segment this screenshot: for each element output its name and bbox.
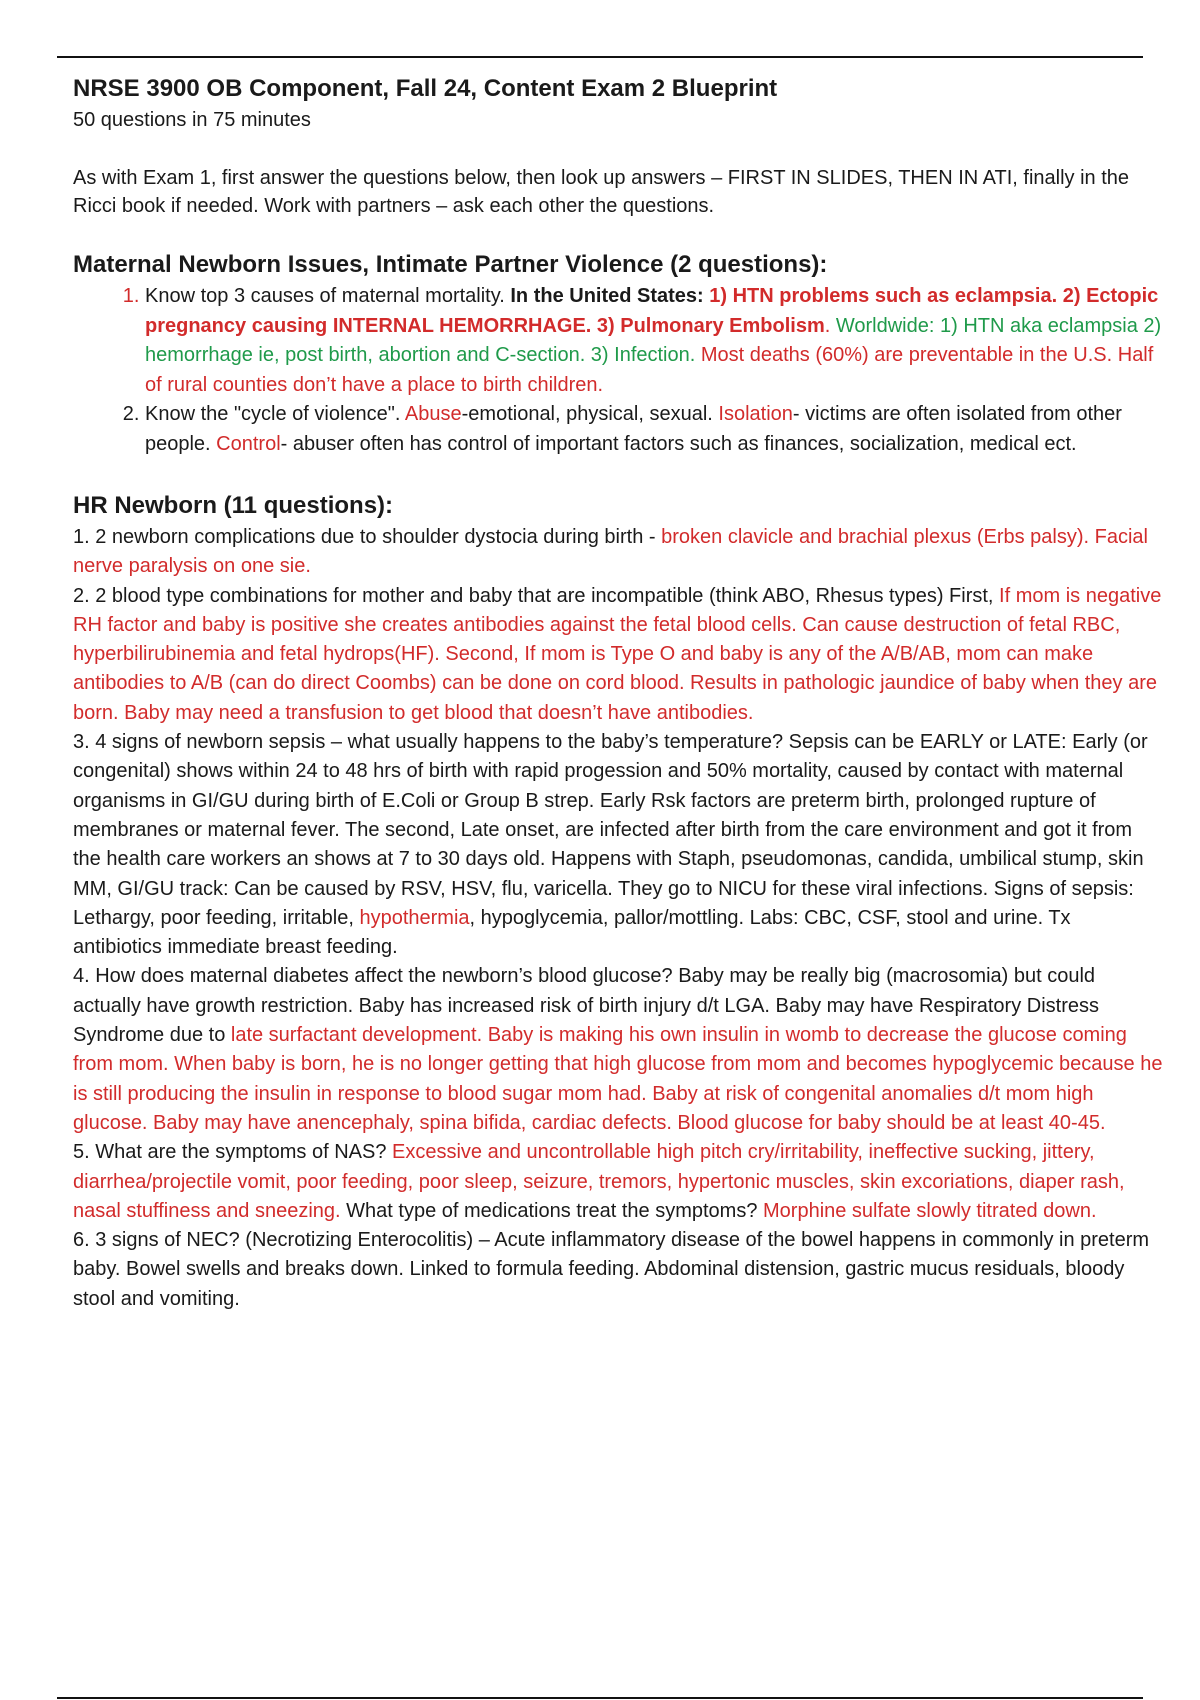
question-3: 3. 4 signs of newborn sepsis – what usually happens to the baby’s temperature? Sepsis can be EARLY or LATE: Early (or congenital) shows within 24 to 48 hrs of birth with rapid progession and 50% mortality, caused by contact with maternal organisms in GI/GU during birth of E.Coli or Group B strep. Early Rsk factors are preterm birth, prolonged rupture of membranes or maternal fever. The second, Late onset, are infected after birth from the care environment and got it from the health care workers an shows at 7 to 30 days old. Happens with Staph, pseudomonas, candida, umbilical stump, skin MM, GI/GU track: Can be caused by RSV, HSV, flu, varicella. They go to NICU for these viral infections. Signs of sepsis: Lethargy, poor feeding, irritable, hypothermia, hypoglycemia, pallor/mottling. Labs: CBC, CSF, stool and urine. Tx antibiotics immediate breast feeding. bbox=[73, 731, 1148, 959]
question-1: 1. 2 newborn complications due to shoulder dystocia during birth - broken clavicle and brachial plexus (Erbs palsy). Facial nerve paralysis on one sie. bbox=[73, 526, 1148, 578]
question-5: 5. What are the symptoms of NAS? Excessive and uncontrollable high pitch cry/irritability, ineffective sucking, jittery, diarrhea/projectile vomit, poor feeding, poor sleep, seizure, tremors, hypertonic muscles, skin excoriations, diaper rash, nasal stuffiness and sneezing. What type of medications treat the symptoms? Morphine sulfate slowly titrated down. bbox=[73, 1141, 1125, 1222]
list-item: 1. Know top 3 causes of maternal mortality. In the United States: 1) HTN problems such as eclampsia. 2) Ectopic pregnancy causing INTERNAL HEMORRHAGE. 3) Pulmonary Embolism. Worldwide: 1) HTN aka eclampsia 2) hemorrhage ie, post birth, abortion and C-section. 3) Infection. Most deaths (60%) are preventable in the U.S. Half of rural counties don’t have a place to birth children. bbox=[145, 282, 1163, 400]
answer-text: hypothermia bbox=[359, 906, 470, 929]
list-item: 2. Know the "cycle of violence". Abuse-emotional, physical, sexual. Isolation- victims are often isolated from other people. Control- abuser often has control of important factors such as finances, socialization, medical ect. bbox=[145, 400, 1163, 459]
worldwide-answer: Worldwide: 1) HTN aka eclampsia 2) hemorrhage ie, post birth, abortion and C-section. 3) Infection. bbox=[145, 314, 1162, 366]
question-6: 6. 3 signs of NEC? (Necrotizing Enterocolitis) – Acute inflammatory disease of the bowel happens in commonly in preterm baby. Bowel swells and breaks down. Linked to formula feeding. Abdominal distension, gastric mucus residuals, bloody stool and vomiting. bbox=[73, 1229, 1150, 1310]
question-2: 2. 2 blood type combinations for mother and baby that are incompatible (think ABO, Rhesus types) First, If mom is negative RH factor and baby is positive she creates antibodies against the fetal blood cells. Can cause destruction of fetal RBC, hyperbilirubinemia and fetal hydrops(HF). Second, If mom is Type O and baby is any of the A/B/AB, mom can make antibodies to A/B (can do direct Coombs) can be done on cord blood. Results in pathologic jaundice of baby when they are born. Baby may need a transfusion to get blood that doesn’t have antibodies. bbox=[73, 584, 1162, 724]
intro-paragraph: As with Exam 1, first answer the questions below, then look up answers – FIRST IN SLIDES, THEN IN ATI, finally in the Ricci book if needed. Work with partners – ask each other the questions. bbox=[73, 167, 1130, 217]
hr-newborn-section-heading: HR Newborn (11 questions): bbox=[73, 492, 394, 519]
answer-text: broken clavicle and brachial plexus (Erbs palsy). Facial nerve paralysis on one sie. bbox=[73, 526, 1148, 578]
document-page bbox=[73, 72, 1163, 1314]
answer-text: Morphine sulfate slowly titrated down. bbox=[763, 1199, 1097, 1222]
question-4: 4. How does maternal diabetes affect the newborn’s blood glucose? Baby may be really big (macrosomia) but could actually have growth restriction. Baby has increased risk of birth injury d/t LGA. Baby may have Respiratory Distress Syndrome due to late surfactant development. Baby is making his own insulin in womb to decrease the glucose coming from mom. When baby is born, he is no longer getting that high glucose from mom and becomes hypoglycemic because he is still producing the insulin in response to blood sugar mom had. Baby at risk of congenital anomalies d/t mom high glucose. Baby may have anencephaly, spina bifida, cardiac defects. Blood glucose for baby should be at least 40-45. bbox=[73, 965, 1163, 1134]
answer-text: If mom is negative RH factor and baby is positive she creates antibodies against the fetal blood cells. Can cause destruction of fetal RBC, hyperbilirubinemia and fetal hydrops(HF). Second, If mom is Type O and baby is any of the A/B/AB, mom can make antibodies to A/B (can do direct Coombs) can be done on cord blood. Results in pathologic jaundice of baby when they are born. Baby may need a transfusion to get blood that doesn’t have antibodies. bbox=[73, 584, 1162, 724]
maternal-list bbox=[73, 282, 1163, 459]
document-subtitle: 50 questions in 75 minutes bbox=[73, 109, 311, 131]
document-title: NRSE 3900 OB Component, Fall 24, Content Exam 2 Blueprint bbox=[73, 75, 778, 102]
answer-text: Most deaths (60%) are preventable in the U.S. Half of rural counties don’t have a place to birth children. bbox=[145, 344, 1154, 396]
answer-text: 1) HTN problems such as eclampsia. 2) Ectopic pregnancy causing INTERNAL HEMORRHAGE. 3) Pulmonary Embolism bbox=[145, 285, 1159, 337]
answer-text: Excessive and uncontrollable high pitch cry/irritability, ineffective sucking, jittery, diarrhea/projectile vomit, poor feeding, poor sleep, seizure, tremors, hypertonic muscles, skin excoriations, diaper rash, nasal stuffiness and sneezing. bbox=[73, 1141, 1125, 1222]
bottom-rule bbox=[57, 1697, 1143, 1699]
top-rule bbox=[57, 56, 1143, 58]
maternal-section-heading: Maternal Newborn Issues, Intimate Partner Violence (2 questions): bbox=[73, 251, 828, 278]
answer-text: late surfactant development. Baby is making his own insulin in womb to decrease the glucose coming from mom. When baby is born, he is no longer getting that high glucose from mom and becomes hypoglycemic because he is still producing the insulin in response to blood sugar mom had. Baby at risk of congenital anomalies d/t mom high glucose. Baby may have anencephaly, spina bifida, cardiac defects. Blood glucose for baby should be at least 40-45. bbox=[73, 1024, 1163, 1134]
